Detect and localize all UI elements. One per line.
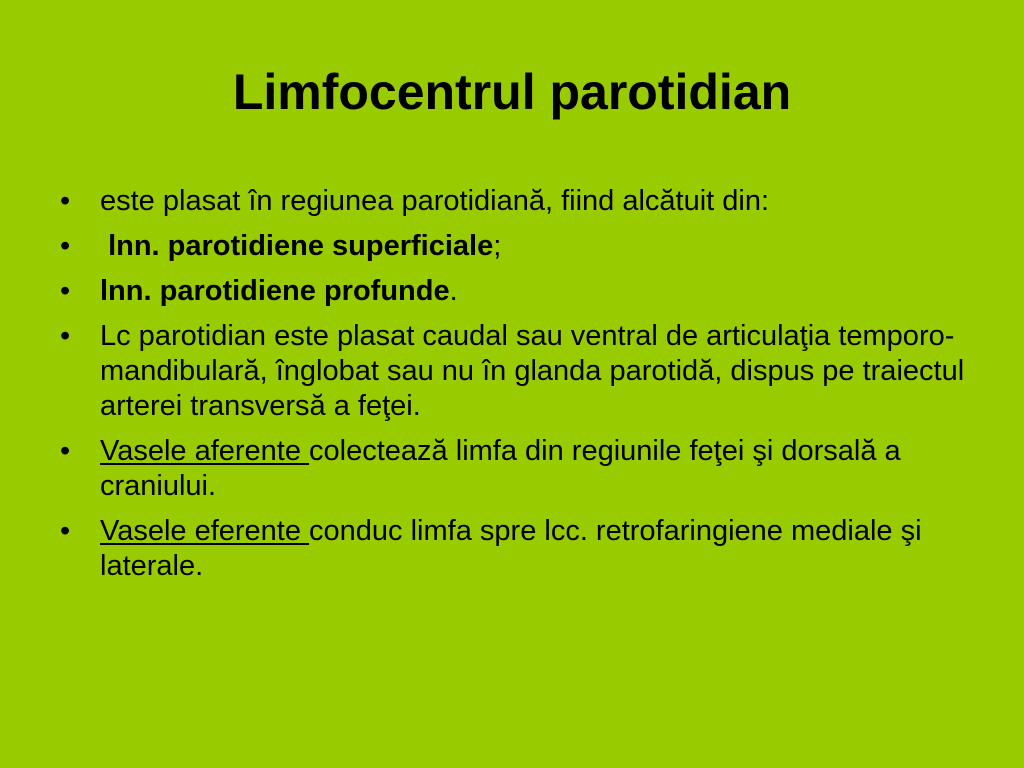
bullet-icon: •: [60, 275, 71, 307]
list-item: [60, 184, 980, 219]
list-item: [60, 274, 980, 309]
bullet-text: colectează limfa din regiunile feţei şi dorsală a craniului.: [100, 435, 901, 502]
slide-title: Limfocentrul parotidian: [232, 64, 792, 120]
bullet-list: [60, 184, 980, 594]
list-item: [60, 229, 980, 264]
bullet-underlined-text: Vasele eferente: [100, 515, 310, 547]
bullet-icon: •: [60, 185, 71, 217]
bullet-icon: •: [60, 435, 71, 467]
bullet-underlined-text: Vasele aferente: [100, 435, 310, 467]
bullet-text: Lc parotidian este plasat caudal sau ventral de articulaţia temporo-mandibulară, înglobat sau nu în glanda parotidă, dispus pe traiectul arterei transversă a feţei.: [100, 320, 965, 422]
bullet-icon: •: [60, 320, 71, 352]
bullet-text: este plasat în regiunea parotidiană, fiind alcătuit din:: [100, 185, 770, 217]
bullet-icon: •: [60, 515, 71, 547]
bullet-text: conduc limfa spre lcc. retrofaringiene mediale şi laterale.: [100, 515, 922, 582]
bullet-icon: •: [60, 230, 71, 262]
list-item: [60, 319, 980, 424]
bullet-text: .: [449, 275, 458, 307]
bullet-leading-space: [100, 230, 108, 262]
bullet-bold-text: lnn. parotidiene profunde: [100, 275, 450, 307]
bullet-bold-text: lnn. parotidiene superficiale: [108, 230, 494, 262]
list-item: [60, 434, 980, 504]
list-item: [60, 514, 980, 584]
bullet-text: ;: [493, 230, 502, 262]
